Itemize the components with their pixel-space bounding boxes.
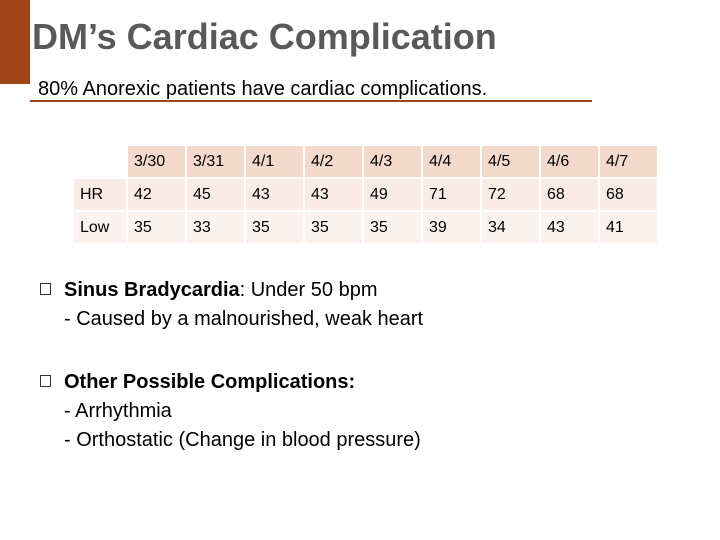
- table-cell: 45: [186, 178, 245, 211]
- table-cell: 43: [304, 178, 363, 211]
- bullet-subline: - Arrhythmia: [64, 400, 172, 422]
- table-cell: 33: [186, 211, 245, 244]
- table-header-cell: 4/2: [304, 146, 363, 178]
- bullet-heading: [64, 276, 423, 305]
- table-cell: 71: [422, 178, 481, 211]
- table-header-cell: 4/7: [599, 146, 658, 178]
- table-corner-cell: [74, 146, 127, 178]
- table-cell: 68: [599, 178, 658, 211]
- bullet-subline: - Orthostatic (Change in blood pressure): [64, 429, 421, 451]
- table-cell: 41: [599, 211, 658, 244]
- bullet-bold-term: Other Possible Complications:: [64, 371, 356, 393]
- table-header-cell: 4/4: [422, 146, 481, 178]
- heart-rate-table: [74, 146, 659, 245]
- table-row: [74, 211, 658, 244]
- table-cell: 68: [540, 178, 599, 211]
- accent-bar: [0, 0, 30, 84]
- slide-subtitle: 80% Anorexic patients have cardiac complications.: [38, 78, 488, 100]
- table-cell: 43: [245, 178, 304, 211]
- slide-title: DM’s Cardiac Complication: [32, 16, 497, 57]
- bullet-subline: - Caused by a malnourished, weak heart: [64, 308, 424, 330]
- table-cell: 49: [363, 178, 422, 211]
- row-label: Low: [74, 211, 127, 244]
- table-row: [74, 178, 658, 211]
- table-header-cell: 4/1: [245, 146, 304, 178]
- table-cell: 72: [481, 178, 540, 211]
- table-cell: 39: [422, 211, 481, 244]
- table-header-cell: 4/5: [481, 146, 540, 178]
- table-cell: 43: [540, 211, 599, 244]
- table-header-cell: 4/3: [363, 146, 422, 178]
- table-header-row: [74, 146, 658, 178]
- table-header-cell: 4/6: [540, 146, 599, 178]
- row-label: HR: [74, 178, 127, 211]
- bullet-bold-term: Sinus Bradycardia: [64, 279, 240, 301]
- table-cell: 34: [481, 211, 540, 244]
- square-bullet-icon: [40, 283, 51, 295]
- bullet-text: [64, 276, 423, 334]
- table-cell: 35: [245, 211, 304, 244]
- square-bullet-icon: [40, 375, 51, 387]
- table-cell: 35: [304, 211, 363, 244]
- title-divider: [30, 100, 592, 102]
- bullet-heading: [64, 368, 421, 397]
- table-cell: 35: [363, 211, 422, 244]
- bullet-text: [64, 368, 421, 455]
- table-cell: 42: [127, 178, 186, 211]
- bullet-detail: : Under 50 bpm: [239, 279, 378, 301]
- table-header-cell: 3/31: [186, 146, 245, 178]
- table-cell: 35: [127, 211, 186, 244]
- table-header-cell: 3/30: [127, 146, 186, 178]
